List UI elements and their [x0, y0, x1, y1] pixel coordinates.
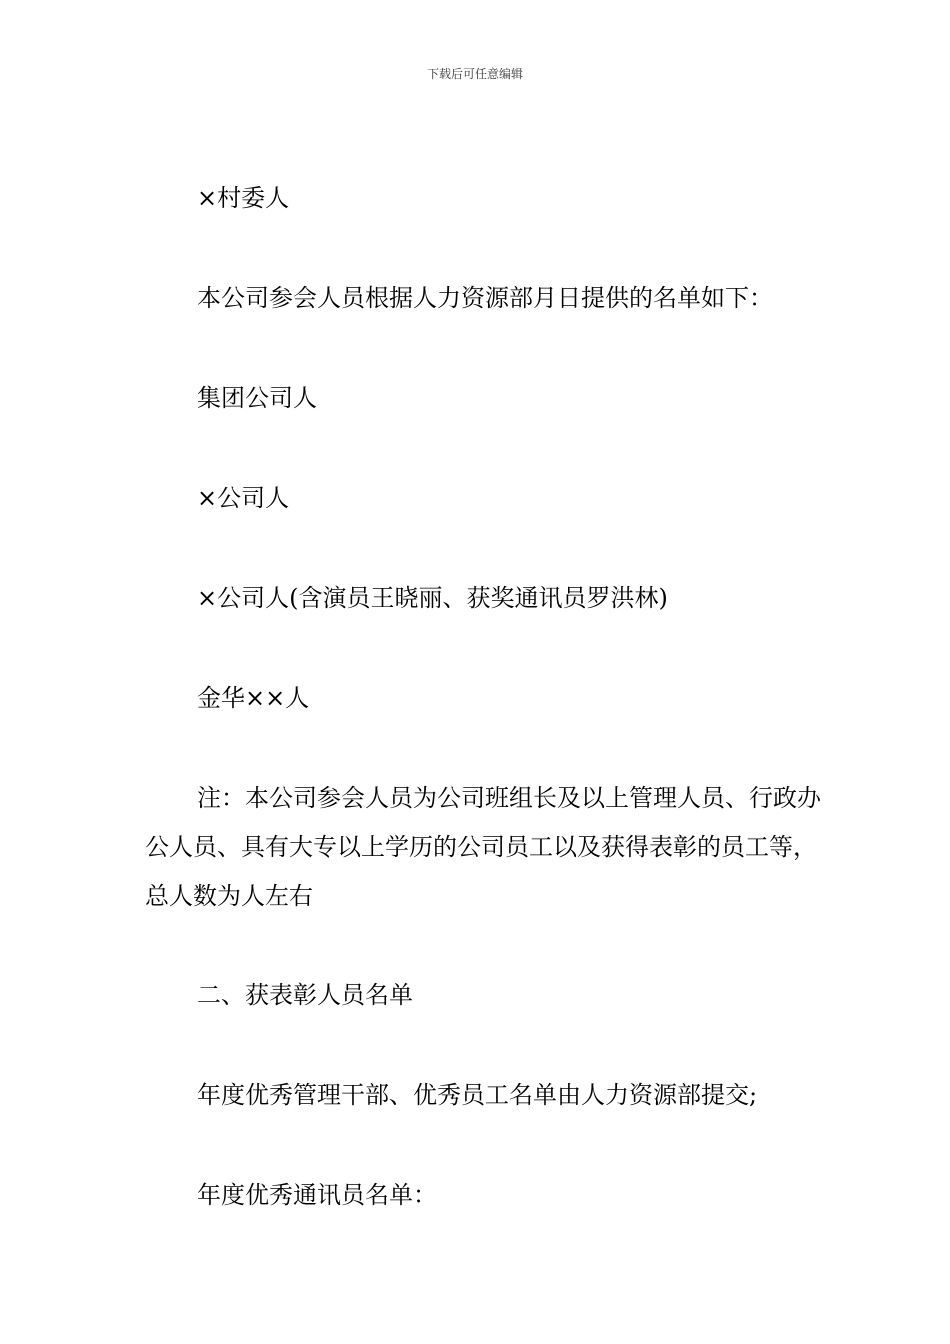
paragraph-company-a: ×公司人 [197, 484, 290, 512]
paragraph-group-company: 集团公司人 [197, 384, 317, 412]
paragraph-excellent-staff: 年度优秀管理干部、优秀员工名单由人力资源部提交; [197, 1081, 758, 1109]
page-header: 下载后可任意编辑 [426, 67, 523, 81]
paragraph-excellent-correspondents: 年度优秀通讯员名单： [197, 1181, 437, 1209]
paragraph-jinhua: 金华××人 [197, 684, 310, 712]
paragraph-village-committee: ×村委人 [197, 184, 290, 212]
section-heading-awardees: 二、获表彰人员名单 [197, 981, 413, 1009]
paragraph-attendee-intro: 本公司参会人员根据人力资源部月日提供的名单如下： [197, 284, 773, 312]
paragraph-note: 注：本公司参会人员为公司班组长及以上管理人员、行政办公人员、具有大专以上学历的公司员工以及获得表彰的员工等，总人数为人左右 [145, 784, 821, 910]
paragraph-company-b: ×公司人(含演员王晓丽、获奖通讯员罗洪林) [197, 584, 668, 612]
